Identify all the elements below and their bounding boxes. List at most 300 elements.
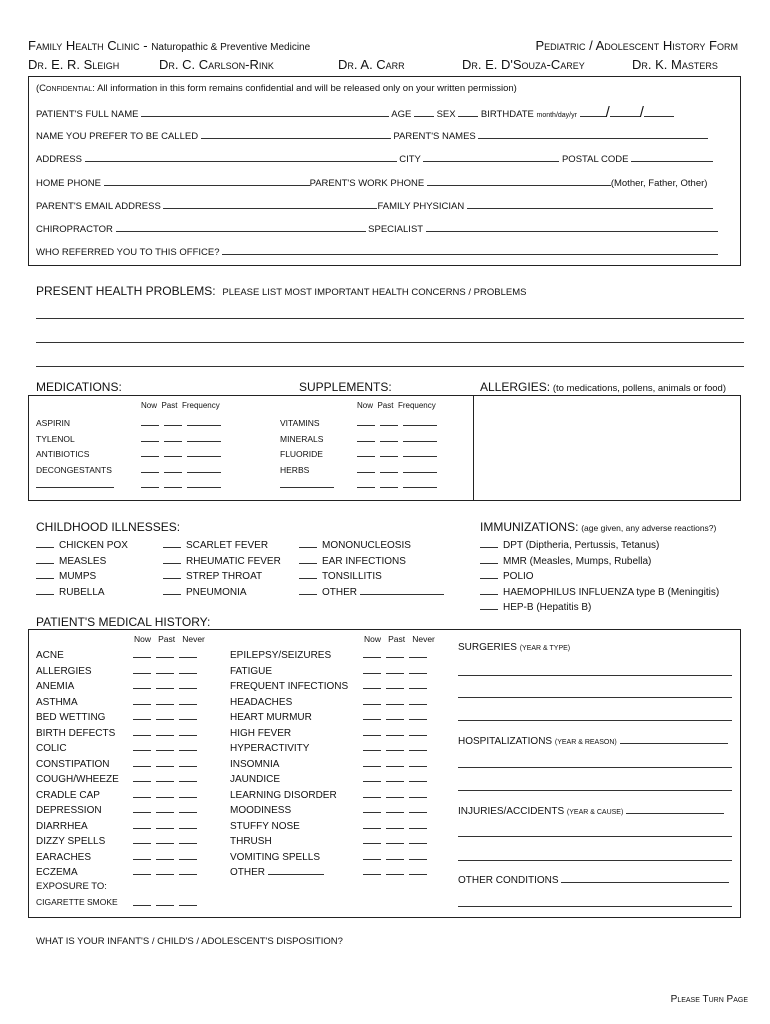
history-right-blank-row — [363, 710, 432, 726]
other-illness-field[interactable] — [360, 585, 444, 595]
history-right-blank-row — [363, 788, 432, 804]
childhood-col-2 — [163, 538, 281, 600]
supp-frequency-blank[interactable] — [403, 433, 437, 442]
cigarette-never-blank[interactable] — [179, 897, 197, 906]
history-col-never: Never — [412, 634, 435, 644]
rheumatic-fever-check[interactable] — [163, 555, 181, 564]
city-field[interactable] — [423, 152, 559, 162]
meds-col-now: Now — [141, 401, 158, 410]
allergies-field[interactable] — [474, 396, 740, 500]
medication-other-field[interactable] — [36, 478, 114, 488]
history-past-blank[interactable] — [386, 742, 404, 751]
birth-day-field[interactable] — [610, 107, 640, 117]
history-left-condition-label: EARACHES — [36, 851, 92, 863]
polio-check[interactable] — [480, 570, 498, 579]
injuries-line-2[interactable] — [458, 860, 732, 861]
other-conditions-line[interactable] — [458, 906, 732, 907]
history-right-blank-row — [363, 772, 432, 788]
history-left-blank-row — [133, 850, 202, 866]
med-past-blank[interactable] — [164, 417, 182, 426]
supplements-blanks — [357, 416, 442, 494]
specialist-label: SPECIALIST — [368, 224, 423, 235]
med-now-blank[interactable] — [141, 417, 159, 426]
prefer-name-field[interactable] — [201, 129, 391, 139]
history-now-blank[interactable] — [133, 758, 151, 767]
history-never-blank[interactable] — [179, 680, 197, 689]
history-right-blanks — [363, 648, 432, 881]
history-now-blank[interactable] — [363, 665, 381, 674]
history-past-blank[interactable] — [386, 789, 404, 798]
history-past-blank[interactable] — [156, 665, 174, 674]
history-left-blank-row — [133, 664, 202, 680]
measles-check[interactable] — [36, 555, 54, 564]
history-now-blank[interactable] — [133, 789, 151, 798]
history-col-now: Now — [134, 634, 152, 644]
history-right-condition-label: FREQUENT INFECTIONS — [230, 681, 349, 692]
supp-col-frequency: Frequency — [397, 401, 436, 410]
med-now-blank[interactable] — [141, 479, 159, 488]
history-past-blank[interactable] — [156, 696, 174, 705]
history-now-blank[interactable] — [363, 711, 381, 720]
surgeries-heading — [458, 642, 570, 653]
history-left-list — [36, 648, 119, 881]
history-never-blank[interactable] — [179, 866, 197, 875]
history-never-blank[interactable] — [409, 727, 427, 736]
history-right-condition-label: JAUNDICE — [230, 774, 281, 785]
parent-work-phone-field[interactable] — [427, 176, 611, 186]
childhood-col-3 — [299, 538, 444, 600]
hospitalizations-line-1[interactable] — [458, 767, 732, 768]
supp-past-blank[interactable] — [380, 433, 398, 442]
supplement-item: VITAMINS — [280, 418, 320, 428]
parents-names-field[interactable] — [478, 129, 708, 139]
medications-list — [36, 416, 114, 494]
history-right-blank-row — [363, 803, 432, 819]
age-field[interactable] — [414, 107, 434, 117]
supp-past-blank[interactable] — [380, 479, 398, 488]
history-right-blank-row — [363, 679, 432, 695]
clinic-subtitle: Naturopathic & Preventive Medicine — [151, 42, 311, 53]
meds-col-headers — [141, 401, 220, 410]
please-turn-page: Please Turn Page — [670, 994, 748, 1005]
cigarette-smoke-blanks — [133, 897, 202, 909]
history-never-blank[interactable] — [179, 773, 197, 782]
doctor-1: Dr. E. R. Sleigh — [28, 57, 120, 72]
medications-blanks — [141, 416, 226, 494]
supp-frequency-blank[interactable] — [403, 448, 437, 457]
history-never-blank[interactable] — [409, 649, 427, 658]
sex-field[interactable] — [458, 107, 478, 117]
strep-throat-check[interactable] — [163, 570, 181, 579]
supp-col-now: Now — [357, 401, 374, 410]
hospitalizations-field[interactable] — [620, 734, 728, 744]
history-never-blank[interactable] — [179, 742, 197, 751]
rubella-check[interactable] — [36, 586, 54, 595]
confidential-note — [36, 83, 517, 94]
row-name: PATIENT'S FULL NAME AGE SEX BIRTHDATE month/day/yr / / — [36, 104, 674, 121]
medication-item: DECONGESTANTS — [36, 464, 112, 475]
immunizations-heading — [480, 520, 716, 534]
history-now-blank[interactable] — [363, 649, 381, 658]
measles-label: MEASLES — [59, 555, 107, 567]
supp-now-blank[interactable] — [357, 479, 375, 488]
surgeries-line-3[interactable] — [458, 720, 732, 721]
birthdate-format: month/day/yr — [536, 112, 577, 119]
history-now-blank[interactable] — [133, 851, 151, 860]
family-physician-label: FAMILY PHYSICIAN — [377, 201, 465, 212]
birth-month-field[interactable] — [580, 107, 606, 117]
childhood-col-1 — [36, 538, 128, 600]
history-past-blank[interactable] — [386, 696, 404, 705]
history-right-list — [230, 648, 348, 881]
city-label: CITY — [399, 154, 421, 165]
birthdate-label: BIRTHDATE — [480, 109, 534, 120]
med-past-blank[interactable] — [164, 479, 182, 488]
surgeries-line-1[interactable] — [458, 675, 732, 676]
meds-col-frequency: Frequency — [181, 401, 220, 410]
parent-email-field[interactable] — [163, 199, 377, 209]
med-frequency-blank[interactable] — [187, 448, 221, 457]
history-past-blank[interactable] — [156, 742, 174, 751]
history-past-blank[interactable] — [156, 866, 174, 875]
history-never-blank[interactable] — [409, 804, 427, 813]
strep-throat-label: STREP THROAT — [186, 571, 263, 582]
history-past-blank[interactable] — [156, 851, 174, 860]
history-now-blank[interactable] — [133, 665, 151, 674]
history-right-condition-label: VOMITING SPELLS — [230, 851, 321, 863]
row-prefer — [36, 129, 708, 142]
hospitalizations-heading — [458, 734, 728, 747]
referred-field[interactable] — [222, 245, 718, 255]
hospitalizations-label: HOSPITALIZATIONS — [458, 736, 553, 747]
history-past-blank[interactable] — [156, 680, 174, 689]
history-right-blank-row — [363, 819, 432, 835]
injuries-sub: (YEAR & CAUSE) — [566, 809, 624, 816]
rubella-label: RUBELLA — [59, 586, 105, 598]
present-health-line-1[interactable] — [36, 318, 744, 319]
address-field[interactable] — [85, 152, 397, 162]
family-physician-field[interactable] — [467, 199, 713, 209]
hospitalizations-line-2[interactable] — [458, 790, 732, 791]
present-health-heading — [36, 284, 526, 298]
supp-now-blank[interactable] — [357, 433, 375, 442]
history-never-blank[interactable] — [409, 835, 427, 844]
history-now-blank[interactable] — [363, 773, 381, 782]
clinic-header: Family Health Clinic - Naturopathic & Preventive Medicine — [28, 38, 311, 53]
history-never-blank[interactable] — [409, 711, 427, 720]
chiropractor-field[interactable] — [116, 222, 366, 232]
sex-label: SEX — [436, 109, 456, 120]
history-now-blank[interactable] — [133, 680, 151, 689]
med-now-blank[interactable] — [141, 448, 159, 457]
present-health-line-2[interactable] — [36, 342, 744, 343]
supp-col-headers — [357, 401, 436, 410]
history-now-blank[interactable] — [133, 711, 151, 720]
history-never-blank[interactable] — [179, 696, 197, 705]
history-now-blank[interactable] — [133, 742, 151, 751]
history-never-blank[interactable] — [409, 773, 427, 782]
history-past-blank[interactable] — [386, 866, 404, 875]
history-past-blank[interactable] — [156, 804, 174, 813]
full-name-field[interactable] — [141, 107, 389, 117]
history-never-blank[interactable] — [409, 742, 427, 751]
history-right-col-headers — [364, 634, 435, 644]
history-past-blank[interactable] — [156, 711, 174, 720]
history-now-blank[interactable] — [363, 727, 381, 736]
mmr-check[interactable] — [480, 555, 498, 564]
history-right-condition-label: STUFFY NOSE — [230, 820, 300, 832]
med-now-blank[interactable] — [141, 433, 159, 442]
history-now-blank[interactable] — [133, 727, 151, 736]
history-col-past: Past — [388, 634, 406, 644]
history-past-blank[interactable] — [156, 649, 174, 658]
scarlet-fever-check[interactable] — [163, 539, 181, 548]
meds-col-past: Past — [161, 401, 178, 410]
doctor-2: Dr. C. Carlson-Rink — [159, 57, 274, 72]
birth-year-field[interactable] — [644, 107, 674, 117]
history-never-blank[interactable] — [179, 758, 197, 767]
supp-frequency-blank[interactable] — [403, 479, 437, 488]
history-left-blank-row — [133, 803, 202, 819]
row-referred — [36, 245, 718, 258]
hepb-check[interactable] — [480, 601, 498, 610]
history-now-blank[interactable] — [133, 866, 151, 875]
history-right-blank-row — [363, 757, 432, 773]
med-frequency-blank[interactable] — [187, 464, 221, 473]
history-never-blank[interactable] — [179, 820, 197, 829]
allergies-subtitle: (to medications, pollens, animals or food) — [552, 383, 727, 394]
history-now-blank[interactable] — [133, 804, 151, 813]
rheumatic-fever-label: RHEUMATIC FEVER — [186, 555, 281, 567]
other-conditions-heading — [458, 873, 729, 886]
medication-item: ASPIRIN — [36, 418, 71, 428]
history-never-blank[interactable] — [179, 649, 197, 658]
history-past-blank[interactable] — [386, 680, 404, 689]
history-never-blank[interactable] — [409, 866, 427, 875]
pneumonia-check[interactable] — [163, 586, 181, 595]
med-past-blank[interactable] — [164, 448, 182, 457]
history-right-condition-label: THRUSH — [230, 836, 272, 847]
history-now-blank[interactable] — [363, 851, 381, 860]
mumps-label: MUMPS — [59, 571, 97, 582]
present-health-line-3[interactable] — [36, 366, 744, 367]
history-other-row — [230, 865, 348, 881]
scarlet-fever-label: SCARLET FEVER — [186, 540, 269, 551]
mumps-check[interactable] — [36, 570, 54, 579]
history-past-blank[interactable] — [386, 727, 404, 736]
supp-now-blank[interactable] — [357, 464, 375, 473]
supp-frequency-blank[interactable] — [403, 464, 437, 473]
haemophilus-check[interactable] — [480, 586, 498, 595]
present-health-title: PRESENT HEALTH PROBLEMS: — [36, 284, 216, 298]
history-left-blank-row — [133, 757, 202, 773]
history-now-blank[interactable] — [363, 742, 381, 751]
pneumonia-label: PNEUMONIA — [186, 586, 247, 598]
chicken-pox-check[interactable] — [36, 539, 54, 548]
supplement-item: HERBS — [280, 464, 310, 475]
history-now-blank[interactable] — [363, 789, 381, 798]
history-never-blank[interactable] — [409, 758, 427, 767]
history-past-blank[interactable] — [156, 789, 174, 798]
cigarette-now-blank[interactable] — [133, 897, 151, 906]
history-past-blank[interactable] — [156, 727, 174, 736]
history-left-condition-label: COUGH/WHEEZE — [36, 774, 119, 785]
history-other-field[interactable] — [268, 865, 324, 875]
history-right-condition-label: FATIGUE — [230, 665, 273, 677]
history-never-blank[interactable] — [409, 851, 427, 860]
history-now-blank[interactable] — [133, 820, 151, 829]
history-now-blank[interactable] — [363, 758, 381, 767]
specialist-field[interactable] — [426, 222, 718, 232]
history-left-condition-label: CRADLE CAP — [36, 789, 100, 801]
history-past-blank[interactable] — [386, 665, 404, 674]
postal-field[interactable] — [631, 152, 713, 162]
history-never-blank[interactable] — [409, 665, 427, 674]
history-never-blank[interactable] — [409, 789, 427, 798]
row-address — [36, 152, 713, 165]
history-past-blank[interactable] — [386, 804, 404, 813]
supplements-title: SUPPLEMENTS: — [299, 380, 392, 394]
history-now-blank[interactable] — [363, 820, 381, 829]
history-never-blank[interactable] — [409, 696, 427, 705]
history-past-blank[interactable] — [386, 758, 404, 767]
history-now-blank[interactable] — [133, 773, 151, 782]
haemophilus-label: HAEMOPHILUS INFLUENZA type B (Meningitis) — [503, 586, 720, 598]
injuries-field[interactable] — [626, 804, 724, 814]
history-never-blank[interactable] — [179, 665, 197, 674]
home-phone-field[interactable] — [104, 176, 310, 186]
parents-names-label: PARENT'S NAMES — [393, 131, 476, 142]
history-right-condition-label: HEADACHES — [230, 696, 293, 708]
history-now-blank[interactable] — [363, 804, 381, 813]
hepb-label: HEP-B (Hepatitis B) — [503, 602, 592, 613]
dpt-check[interactable] — [480, 539, 498, 548]
supplement-other-field[interactable] — [280, 478, 334, 488]
supplement-item: MINERALS — [280, 433, 324, 444]
history-now-blank[interactable] — [363, 835, 381, 844]
other-illness-check[interactable] — [299, 586, 317, 595]
injuries-heading — [458, 804, 724, 817]
surgeries-line-2[interactable] — [458, 697, 732, 698]
med-past-blank[interactable] — [164, 433, 182, 442]
address-label: ADDRESS — [36, 154, 82, 165]
allergies-heading — [480, 380, 726, 394]
history-left-condition-label: ACNE — [36, 650, 64, 661]
supp-past-blank[interactable] — [380, 464, 398, 473]
history-left-condition-label: ECZEMA — [36, 867, 78, 878]
supp-now-blank[interactable] — [357, 448, 375, 457]
supp-frequency-blank[interactable] — [403, 417, 437, 426]
history-never-blank[interactable] — [179, 851, 197, 860]
form-title: Pediatric / Adolescent History Form — [535, 38, 738, 53]
mononucleosis-label: MONONUCLEOSIS — [322, 540, 411, 551]
history-past-blank[interactable] — [156, 758, 174, 767]
history-never-blank[interactable] — [409, 820, 427, 829]
history-title: PATIENT'S MEDICAL HISTORY: — [36, 615, 211, 629]
history-right-blank-row — [363, 850, 432, 866]
history-right-condition-label: EPILEPSY/SEIZURES — [230, 650, 332, 661]
med-frequency-blank[interactable] — [187, 417, 221, 426]
history-never-blank[interactable] — [179, 835, 197, 844]
med-frequency-blank[interactable] — [187, 479, 221, 488]
history-never-blank[interactable] — [179, 727, 197, 736]
supp-past-blank[interactable] — [380, 448, 398, 457]
exposure-label: EXPOSURE TO: — [36, 881, 107, 892]
history-right-condition-label: HYPERACTIVITY — [230, 743, 310, 754]
history-past-blank[interactable] — [386, 711, 404, 720]
history-past-blank[interactable] — [386, 649, 404, 658]
history-now-blank[interactable] — [133, 649, 151, 658]
parent-options: (Mother, Father, Other) — [610, 178, 708, 189]
history-past-blank[interactable] — [386, 820, 404, 829]
allergies-title: ALLERGIES: — [480, 380, 551, 394]
history-left-blank-row — [133, 865, 202, 881]
chiropractor-label: CHIROPRACTOR — [36, 224, 113, 235]
row-email — [36, 199, 713, 212]
med-frequency-blank[interactable] — [187, 433, 221, 442]
supp-now-blank[interactable] — [357, 417, 375, 426]
history-now-blank[interactable] — [133, 696, 151, 705]
history-past-blank[interactable] — [156, 773, 174, 782]
home-phone-label: HOME PHONE — [36, 178, 101, 189]
history-left-blank-row — [133, 788, 202, 804]
age-label: AGE — [391, 109, 412, 120]
present-health-subtitle: PLEASE LIST MOST IMPORTANT HEALTH CONCERNS / PROBLEMS — [222, 287, 527, 298]
history-never-blank[interactable] — [179, 711, 197, 720]
history-past-blank[interactable] — [156, 820, 174, 829]
mononucleosis-check[interactable] — [299, 539, 317, 548]
history-right-blank-row — [363, 834, 432, 850]
history-right-blank-row — [363, 726, 432, 742]
history-left-blank-row — [133, 648, 202, 664]
doctor-5: Dr. K. Masters — [632, 57, 718, 72]
history-past-blank[interactable] — [386, 851, 404, 860]
history-past-blank[interactable] — [386, 835, 404, 844]
polio-label: POLIO — [503, 571, 534, 582]
med-past-blank[interactable] — [164, 464, 182, 473]
history-right-blank-row — [363, 865, 432, 881]
history-never-blank[interactable] — [179, 804, 197, 813]
history-right-blank-row — [363, 664, 432, 680]
history-now-blank[interactable] — [133, 835, 151, 844]
history-never-blank[interactable] — [179, 789, 197, 798]
disposition-question: WHAT IS YOUR INFANT'S / CHILD'S / ADOLESCENT'S DISPOSITION? — [36, 936, 343, 947]
history-left-blank-row — [133, 695, 202, 711]
history-past-blank[interactable] — [386, 773, 404, 782]
surgeries-label: SURGERIES — [458, 642, 517, 653]
history-right-blank-row — [363, 741, 432, 757]
med-now-blank[interactable] — [141, 464, 159, 473]
injuries-line-1[interactable] — [458, 836, 732, 837]
history-col-now: Now — [364, 634, 382, 644]
history-now-blank[interactable] — [363, 680, 381, 689]
ear-infections-check[interactable] — [299, 555, 317, 564]
other-illness-label: OTHER — [322, 586, 357, 598]
history-now-blank[interactable] — [363, 866, 381, 875]
history-now-blank[interactable] — [363, 696, 381, 705]
tonsillitis-check[interactable] — [299, 570, 317, 579]
confidential-label: (Confidential: — [36, 83, 95, 94]
cigarette-past-blank[interactable] — [156, 897, 174, 906]
supp-past-blank[interactable] — [380, 417, 398, 426]
hospitalizations-sub: (YEAR & REASON) — [554, 739, 617, 746]
other-conditions-field[interactable] — [561, 873, 729, 883]
history-left-blank-row — [133, 741, 202, 757]
history-past-blank[interactable] — [156, 835, 174, 844]
history-never-blank[interactable] — [409, 680, 427, 689]
history-left-blank-row — [133, 819, 202, 835]
cigarette-smoke-label: CIGARETTE SMOKE — [36, 897, 118, 907]
